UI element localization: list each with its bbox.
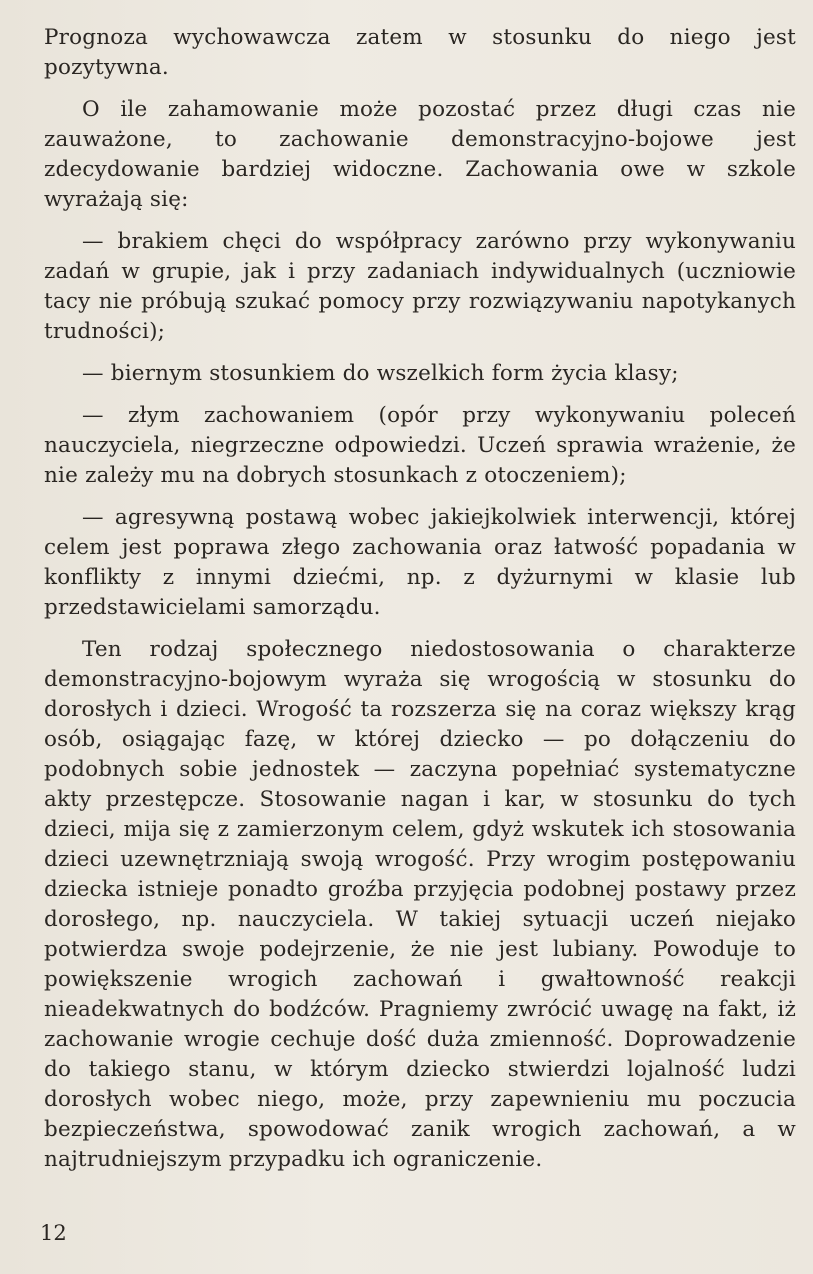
body-text [44,23,796,1187]
list-item-cooperation: — brakiem chęci do współpracy zarówno przy wykonywaniu zadań w grupie, jak i przy zadaniach indywidualnych (uczniowie tacy nie próbują szukać pomocy przy rozwiązywaniu napotykanych trudności); [44,229,796,344]
paragraph-intro: O ile zahamowanie może pozostać przez długi czas nie zauważone, to zachowanie demonstracyjno-bojowe jest zdecydowanie bardziej widoczne. Zachowania owe w szkole wyrażają się: [44,97,796,212]
paragraph-prognosis: Prognoza wychowawcza zatem w stosunku do niego jest pozytywna. [44,25,796,80]
list-item-passive-attitude: — biernym stosunkiem do wszelkich form życia klasy; [82,361,679,386]
paragraph-hostility: Ten rodzaj społecznego niedostosowania o charakterze demonstracyjno-bojowym wyraża się wrogością w stosunku do dorosłych i dzieci. Wrogość ta rozszerza się na coraz większy krąg osób, osiągając fazę, w której dziecko — po dołączeniu do podobnych sobie jednostek — zaczyna popełniać systematyczne akty przestępcze. Stosowanie nagan i kar, w stosunku do tych dzieci, mija się z zamierzonym celem, gdyż wskutek ich stosowania dzieci uzewnętrzniają swoją wrogość. Przy wrogim postępowaniu dziecka istnieje ponadto groźba przyjęcia podobnej postawy przez dorosłego, np. nauczyciela. W takiej sytuacji uczeń niejako potwierdza swoje podejrzenie, że nie jest lubiany. Powoduje to powiększenie wrogich zachowań i gwałtowność reakcji nieadekwatnych do bodźców. Pragniemy zwrócić uwagę na fakt, iż zachowanie wrogie cechuje dość duża zmienność. Doprowadzenie do takiego stanu, w którym dziecko stwierdzi lojalność ludzi dorosłych wobec niego, może, przy zapewnieniu mu poczucia bezpieczeństwa, spowodować zanik wrogich zachowań, a w najtrudniejszym przypadku ich ograniczenie. [44,637,796,1172]
page-number: 12 [40,1221,67,1245]
list-item-bad-behavior: — złym zachowaniem (opór przy wykonywaniu poleceń nauczyciela, niegrzeczne odpowiedzi. Uczeń sprawia wrażenie, że nie zależy mu na dobrych stosunkach z otoczeniem); [44,403,796,488]
list-item-aggressive-attitude: — agresywną postawą wobec jakiejkolwiek interwencji, której celem jest poprawa złego zachowania oraz łatwość popadania w konflikty z innymi dziećmi, np. z dyżurnymi w klasie lub przedstawicielami samorządu. [44,505,796,620]
